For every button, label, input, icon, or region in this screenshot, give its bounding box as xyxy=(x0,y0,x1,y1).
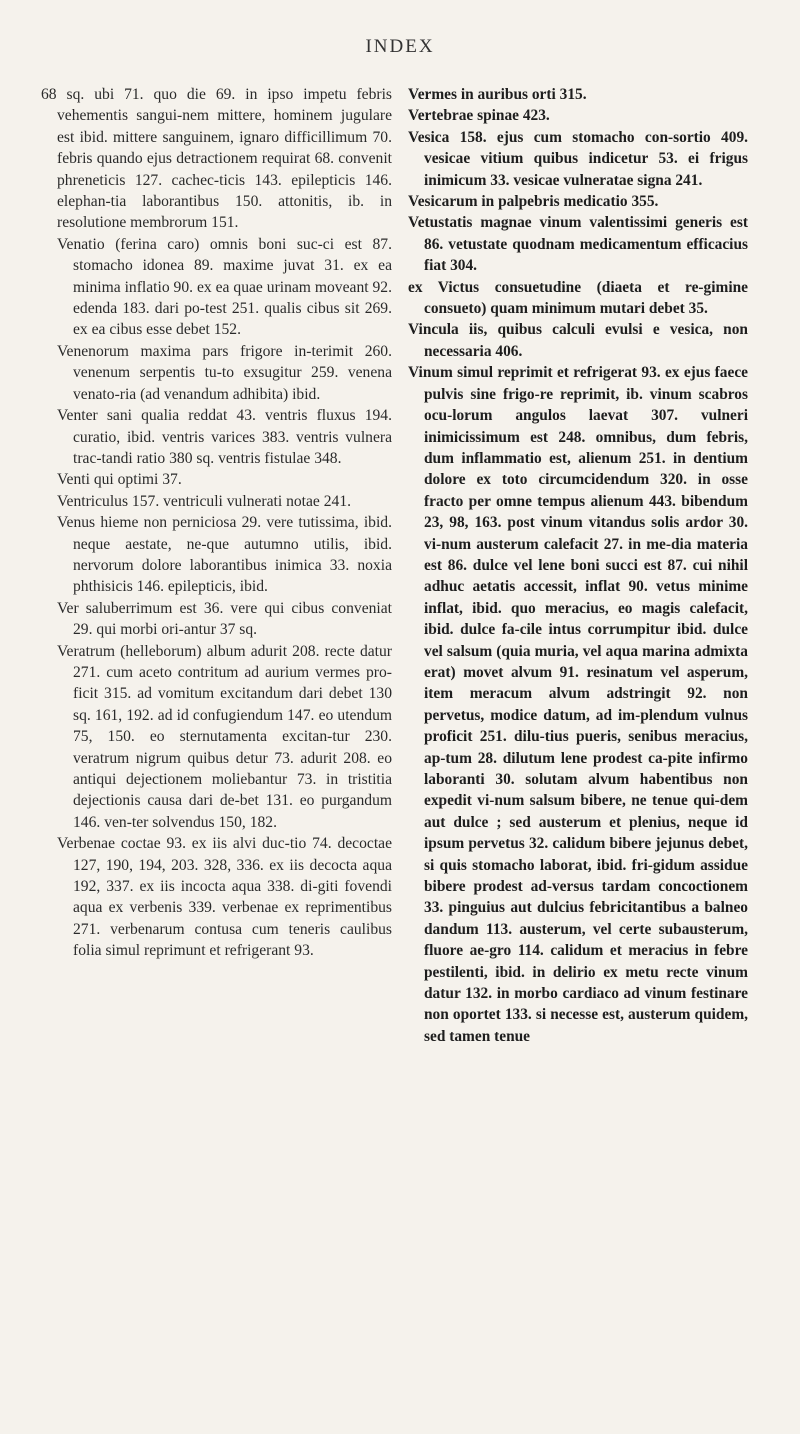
index-entry: Ventriculus 157. ventriculi vulnerati notae 241. xyxy=(57,492,352,510)
index-entry: Vermes in auribus orti 315. xyxy=(408,86,587,103)
index-entry: Ver saluberrimum est 36. vere qui cibus conveniat 29. qui morbi ori-antur 37 sq. xyxy=(57,599,392,639)
index-entry: Vetustatis magnae vinum valentissimi generis est 86. vetustate quodnam medicamentum efficacius fiat 304. xyxy=(408,214,748,275)
index-entry: Verbenae coctae 93. ex iis alvi duc-tio 74. decoctae 127, 190, 194, 203. 328, 336. ex iis decocta aqua 192, 337. ex iis incocta aqua 338. di-giti fovendi aqua ex verbenis 339. verbenae ex reprimentibus 271. verbenarum contusa cum teneris caulibus folia simul reprimunt et refrigerant 93. xyxy=(57,835,392,960)
index-entry: Venti qui optimi 37. xyxy=(57,471,182,489)
index-entry: Venatio (ferina caro) omnis boni suc-ci est 87. stomacho idonea 89. maxime juvat 31. ex ea minima inflatio 90. ex ea quae urinam moveant 92. edenda 183. dari po-test 251. qualis cibus sit 269. ex ea cibus esse debet 152. xyxy=(57,235,392,339)
index-entry: Vinum simul reprimit et refrigerat 93. ex ejus faece pulvis sine frigo-re reprimit, ib. vinum scabros ocu-lorum angulos laevat 307. vulneri inimicissimum est 248. omnibus, dum febris, dum inflammatio est, alienum 251. in dentium dolore ex toto circumcidendum 320. in osse fracto per omne tempus alienum 443. bibendum 23, 98, 163. post vinum vitandus solis ardor 30. vi-num austerum calefacit 27. in me-dia materia est 86. dulce vel lene boni succi est 87. cui nihil adhuc aetatis accessit, inflat 90. vetus minime inflat, ibid. quo meracius, eo magis calefacit, ibid. dulce fa-cile intus corrumpitur ibid. dulce vel salsum (quia muria, vel aqua marina admixta erat) movet alvum 91. resinatum vel asperum, item meracum alvum adstringit 92. non pervetus, modice datum, ad im-plendum vulnus proficit 251. dilu-tius pueris, senibus meracius, ap-tum 28. dilutum lene prodest ca-pite infirmo laboranti 30. solutam alvum habentibus non expedit vi-num salsum bibere, ne tenue qui-dem aut dulce ; sed austerum et plenius, neque id ipsum pervetus 32. calidum bibere jejunus debet, si quis stomacho laborat, ibid. fri-gidum assidue bibere prodest ad-versus tardam concoctionem 33. pinguius aut dulcius febricitantibus a balneo dandum 113. austerum, vel certe subausterum, fluore ae-gro 114. calidum et meracius in febre pestilenti, ibid. in delirio ex metu recte vinum datur 132. in morbo cardiaco ad vinum festinare non oportet 133. si necesse est, austerum quidem, sed tamen tenue xyxy=(408,364,748,1045)
index-entry: Vesica 158. ejus cum stomacho con-sortio 409. vesicae vitium quibus indicetur 53. ei frigus inimicum 33. vesicae vulneratae signa 241. xyxy=(408,128,748,189)
index-entry: Vincula iis, quibus calculi evulsi e vesica, non necessaria 406. xyxy=(408,321,748,360)
index-entry: ex Victus consuetudine (diaeta et re-gimine consueto) quam minimum mutari debet 35. xyxy=(408,278,748,318)
index-entry: Veratrum (helleborum) album adurit 208. recte datur 271. cum aceto contritum ad aurium vermes pro-ficit 315. ad vomitum excitandum dari debet 130 sq. 161, 192. ad id confugiendum 147. eo utendum 75, 150. eo sternutamenta excitan-tur 230. veratrum nigrum quibus detur 73. adurit 208. eo antiqui dejectionem moliebantur 73. in tristitia dejectionis causa dari de-bet 131. eo purgandum 146. ven-ter solvendus 150, 182. xyxy=(57,642,392,831)
index-entry: Vertebrae spinae 423. xyxy=(408,107,550,125)
page-title: INDEX xyxy=(365,36,435,57)
index-entry: Venenorum maxima pars frigore in-terimit 260. venenum serpentis tu-to exsugitur 259. venena venato-ria (ad venandum adhibita) ibid. xyxy=(57,342,392,403)
right-column xyxy=(408,84,748,1047)
left-column xyxy=(41,84,392,962)
index-entry: Venter sani qualia reddat 43. ventris fluxus 194. curatio, ibid. ventris varices 383. ventris vulnera trac-tandi ratio 380 sq. ventris fistulae 348. xyxy=(57,407,392,467)
index-entry: Vesicarum in palpebris medicatio 355. xyxy=(408,193,659,211)
index-entry: Venus hieme non perniciosa 29. vere tutissima, ibid. neque aestate, ne-que autumno utilis, ibid. nervorum dolore laborantibus inimica 33. noxia phthisicis 146. epilepticis, ibid. xyxy=(57,514,392,596)
index-entry: 68 sq. ubi 71. quo die 69. in ipso impetu febris vehementis sangui-nem mittere, hominem jugulare est ibid. mittere sanguinem, ignaro difficillimum 70. febris quando ejus detractionem requirat 68. convenit phreneticis 127. cachec-ticis 143. epilepticis 146. elephan-tia laborantibus 150. attonitis, ib. in resolutione membrorum 151. xyxy=(41,86,392,232)
